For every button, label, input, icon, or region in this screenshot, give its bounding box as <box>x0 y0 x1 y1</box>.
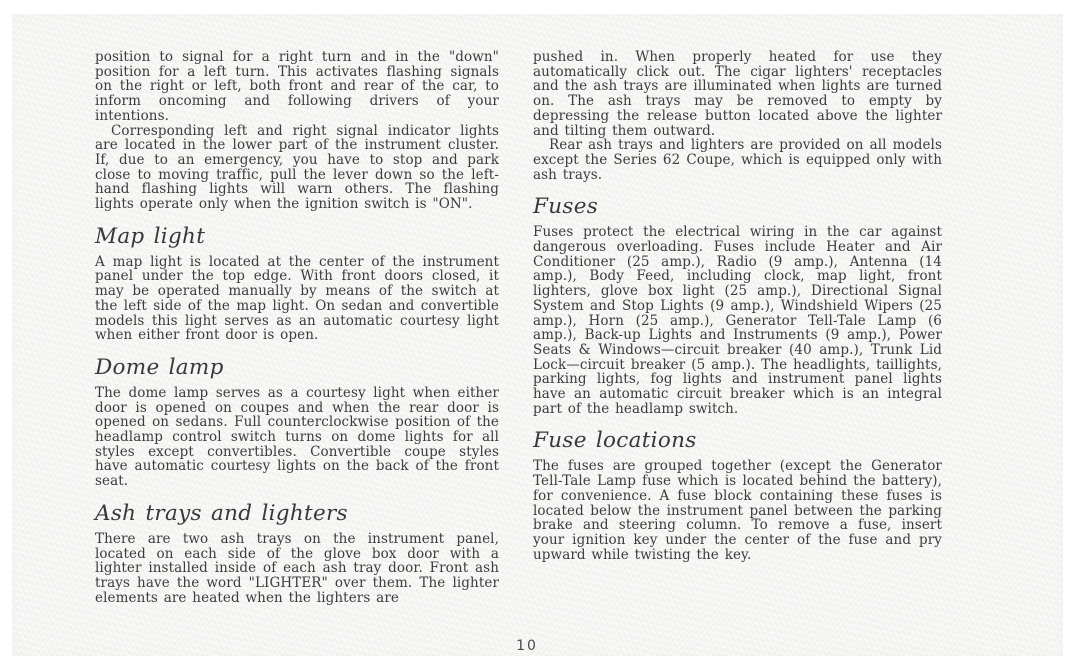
paragraph-signal-indicator: Corresponding left and right signal indicator lights are located in the lower part of the instrument cluster. If, due to an emergency, you have to stop and park close to moving traffic, pull the lever down so the left-hand flashing lights will warn others. The flashing lights operate only when the ignition switch is "ON". <box>95 122 499 213</box>
paragraph-ash-trays: There are two ash trays on the instrument panel, located on each side of the glove box door with a lighter installed inside of each ash tray door. Front ash trays have the word "LIGHTER" over them. The lighter elements are heated when the lighters are <box>95 530 499 606</box>
paragraph-turn-signal-continued: position to signal for a right turn and in the "down" position for a left turn. This activates flashing signals on the right or left, both front and rear of the car, to inform oncoming and following drivers of your intentions. <box>95 49 499 124</box>
right-column <box>533 50 942 562</box>
left-column <box>95 50 499 605</box>
section-heading-dome-lamp: Dome lamp <box>95 354 224 380</box>
section-heading-fuses: Fuses <box>533 194 599 220</box>
section-heading-ash-trays: Ash trays and lighters <box>95 500 348 526</box>
scanned-manual-page <box>12 14 1063 656</box>
section-heading-fuse-locations: Fuse locations <box>533 428 697 454</box>
paragraph-dome-lamp: The dome lamp serves as a courtesy light when either door is opened on coupes and when the rear door is opened on sedans. Full counterclockwise position of the headlamp control switch turns on dome lights for all styles except convertibles. Convertible coupe styles have automatic courtesy lights on the back of the front seat. <box>95 384 499 490</box>
paragraph-fuses: Fuses protect the electrical wiring in the car against dangerous overloading. Fuses include Heater and Air Conditioner (25 amp.), Radio (9 amp.), Antenna (14 amp.), Body Feed, including clock, map light, front lighters, glove box light (25 amp.), Directional Signal System and Stop Lights (9 amp.), Windshield Wipers (25 amp.), Horn (25 amp.), Generator Tell-Tale Lamp (6 amp.), Back-up Lights and Instruments (9 amp.), Power Seats & Windows—circuit breaker (40 amp.), Trunk Lid Lock—circuit breaker (5 amp.). The headlights, taillights, parking lights, fog lights and instrument panel lights have an automatic circuit breaker which is an integral part of the headlamp switch. <box>533 224 942 417</box>
paragraph-rear-ash-trays: Rear ash trays and lighters are provided on all models except the Series 62 Coupe, which is equipped only with ash trays. <box>533 137 942 183</box>
section-heading-map-light: Map light <box>95 223 206 249</box>
page-number: 10 <box>516 638 538 654</box>
paragraph-fuse-locations: The fuses are grouped together (except the Generator Tell-Tale Lamp fuse which is located behind the battery), for convenience. A fuse block containing these fuses is located below the instrument panel between the parking brake and steering column. To remove a fuse, insert your ignition key under the center of the fuse and pry upward while twisting the key. <box>533 458 942 563</box>
paragraph-lighters-continued: pushed in. When properly heated for use they automatically click out. The cigar lighters' receptacles and the ash trays are illuminated when lights are turned on. The ash trays may be removed to empty by depressing the release button located above the lighter and tilting them outward. <box>533 49 942 139</box>
paragraph-map-light: A map light is located at the center of the instrument panel under the top edge. With front doors closed, it may be operated manually by means of the switch at the left side of the map light. On sedan and convertible models this light serves as an automatic courtesy light when either front door is open. <box>95 253 499 344</box>
